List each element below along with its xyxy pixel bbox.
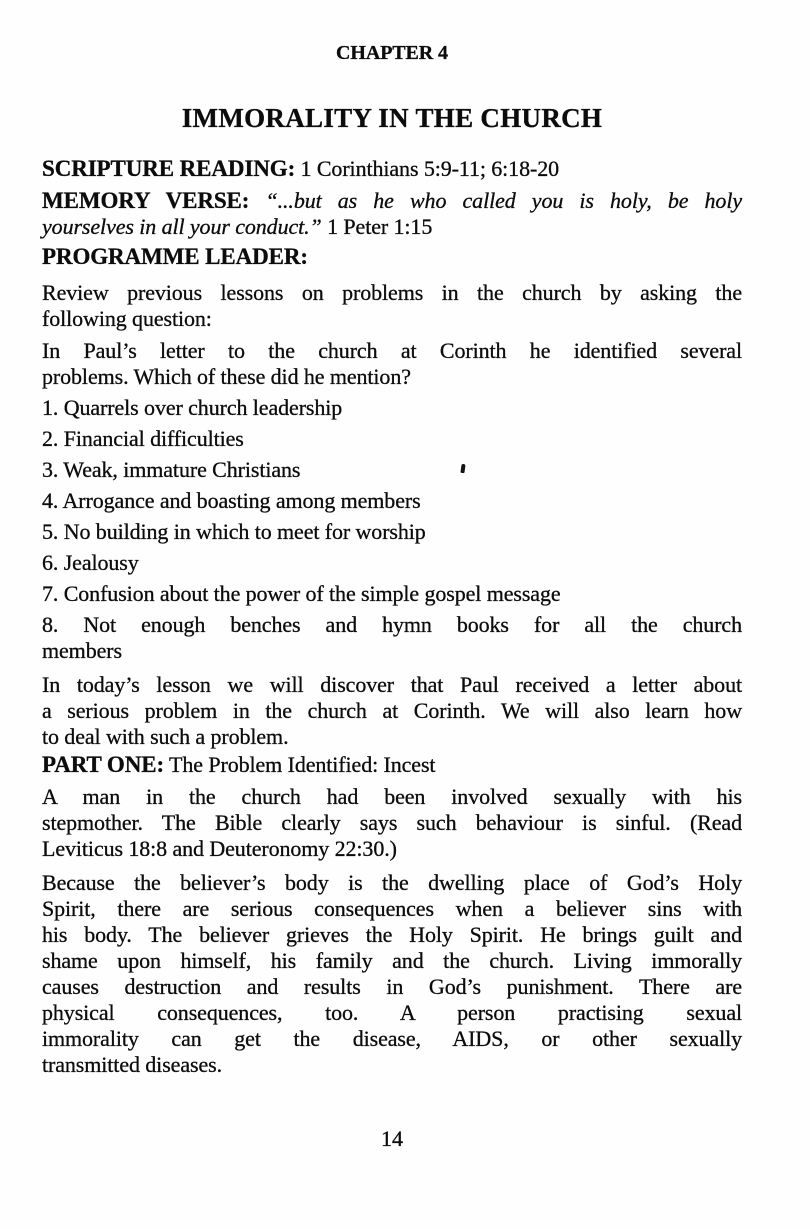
text-line	[42, 188, 742, 214]
scripture-reading	[42, 156, 742, 182]
text-segment: A man in the church had been involved sexually with his	[42, 784, 742, 809]
list-item-1	[42, 395, 742, 421]
text-line	[42, 870, 742, 896]
text-line	[42, 672, 742, 698]
text-line	[42, 836, 742, 862]
text-line	[42, 752, 742, 778]
text-segment: to deal with such a problem.	[42, 724, 289, 749]
text-segment: 2. Financial difficulties	[42, 426, 244, 451]
text-line	[42, 698, 742, 724]
memory-verse-reference: 1 Peter 1:15	[321, 214, 433, 239]
text-line	[42, 922, 742, 948]
text-line	[42, 395, 742, 421]
text-segment: stepmother. The Bible clearly says such behaviour is sinful. (Read	[42, 810, 742, 835]
list-item-2	[42, 426, 742, 452]
text-segment: Because the believer’s body is the dwelling place of God’s Holy	[42, 870, 742, 895]
text-line	[42, 1052, 742, 1078]
part-one-title: The Problem Identified: Incest	[164, 752, 436, 777]
memory-verse-label: MEMORY VERSE:	[42, 188, 250, 213]
text-line	[42, 1026, 742, 1052]
text-segment: a serious problem in the church at Corinth. We will also learn how	[42, 698, 742, 723]
list-item-8	[42, 612, 742, 664]
text-segment: 3. Weak, immature Christians	[42, 457, 301, 482]
text-segment: In Paul’s letter to the church at Corinth he identified several	[42, 338, 742, 363]
today-paragraph	[42, 672, 742, 750]
scripture-reference: 1 Corinthians 5:9-11; 6:18-20	[295, 156, 559, 181]
text-segment: 5. No building in which to meet for worship	[42, 519, 426, 544]
text-segment: Review previous lessons on problems in the church by asking the	[42, 280, 742, 305]
text-line	[42, 550, 742, 576]
text-column	[42, 0, 742, 1078]
text-segment: 8. Not enough benches and hymn books for all the church	[42, 612, 742, 637]
page-title	[42, 102, 742, 134]
text-segment: immorality can get the disease, AIDS, or other sexually	[42, 1026, 742, 1051]
question-paragraph	[42, 338, 742, 390]
list-item-3	[42, 457, 742, 483]
text-line	[42, 1000, 742, 1026]
chapter-heading-text: CHAPTER 4	[336, 42, 448, 64]
text-line	[42, 40, 742, 66]
text-segment: transmitted diseases.	[42, 1052, 222, 1077]
memory-verse-quote: “...but as he who called you is holy, be holy	[249, 188, 743, 213]
intro-paragraph	[42, 280, 742, 332]
text-line	[42, 581, 742, 607]
text-line	[42, 244, 742, 270]
consequences-paragraph	[42, 870, 742, 1078]
text-line	[42, 364, 742, 390]
text-line	[42, 338, 742, 364]
text-line	[42, 724, 742, 750]
memory-verse-quote: yourselves in all your conduct.”	[42, 214, 322, 239]
text-line	[42, 214, 742, 240]
text-segment: Leviticus 18:8 and Deuteronomy 22:30.)	[42, 836, 397, 861]
text-line	[42, 102, 742, 134]
text-line	[42, 638, 742, 664]
list-item-4	[42, 488, 742, 514]
text-line	[42, 156, 742, 182]
text-line	[42, 519, 742, 545]
text-segment: 1. Quarrels over church leadership	[42, 395, 343, 420]
scripture-reading-label: SCRIPTURE READING:	[42, 156, 296, 181]
part-one-label: PART ONE:	[42, 752, 165, 777]
text-segment: problems. Which of these did he mention?	[42, 364, 411, 389]
incest-paragraph	[42, 784, 742, 862]
programme-leader-label: PROGRAMME LEADER:	[42, 244, 308, 269]
list-item-5	[42, 519, 742, 545]
text-line	[42, 426, 742, 452]
text-segment: 4. Arrogance and boasting among members	[42, 488, 421, 513]
text-segment: shame upon himself, his family and the church. Living immorally	[42, 948, 742, 973]
text-line	[42, 896, 742, 922]
text-segment: physical consequences, too. A person practising sexual	[42, 1000, 742, 1025]
text-segment: 7. Confusion about the power of the simple gospel message	[42, 581, 561, 606]
text-line	[42, 784, 742, 810]
text-segment: 6. Jealousy	[42, 550, 139, 575]
list-item-6	[42, 550, 742, 576]
list-item-7	[42, 581, 742, 607]
text-line	[42, 612, 742, 638]
text-segment: following question:	[42, 306, 212, 331]
text-line	[42, 280, 742, 306]
text-line	[42, 457, 742, 483]
text-segment: Spirit, there are serious consequences when a believer sins with	[42, 896, 742, 921]
text-line	[42, 974, 742, 1000]
text-segment: members	[42, 638, 122, 663]
programme-leader	[42, 244, 742, 270]
memory-verse	[42, 188, 742, 240]
page-number: 14	[381, 1126, 403, 1151]
text-line	[42, 810, 742, 836]
page-title-text: IMMORALITY IN THE CHURCH	[181, 103, 603, 133]
text-segment: his body. The believer grieves the Holy Spirit. He brings guilt and	[42, 922, 742, 947]
text-segment: causes destruction and results in God’s punishment. There are	[42, 974, 742, 999]
text-line	[42, 306, 742, 332]
text-line	[42, 948, 742, 974]
part-one-heading	[42, 752, 742, 778]
text-segment: In today’s lesson we will discover that Paul received a letter about	[42, 672, 742, 697]
chapter-heading	[42, 40, 742, 66]
text-line	[42, 488, 742, 514]
